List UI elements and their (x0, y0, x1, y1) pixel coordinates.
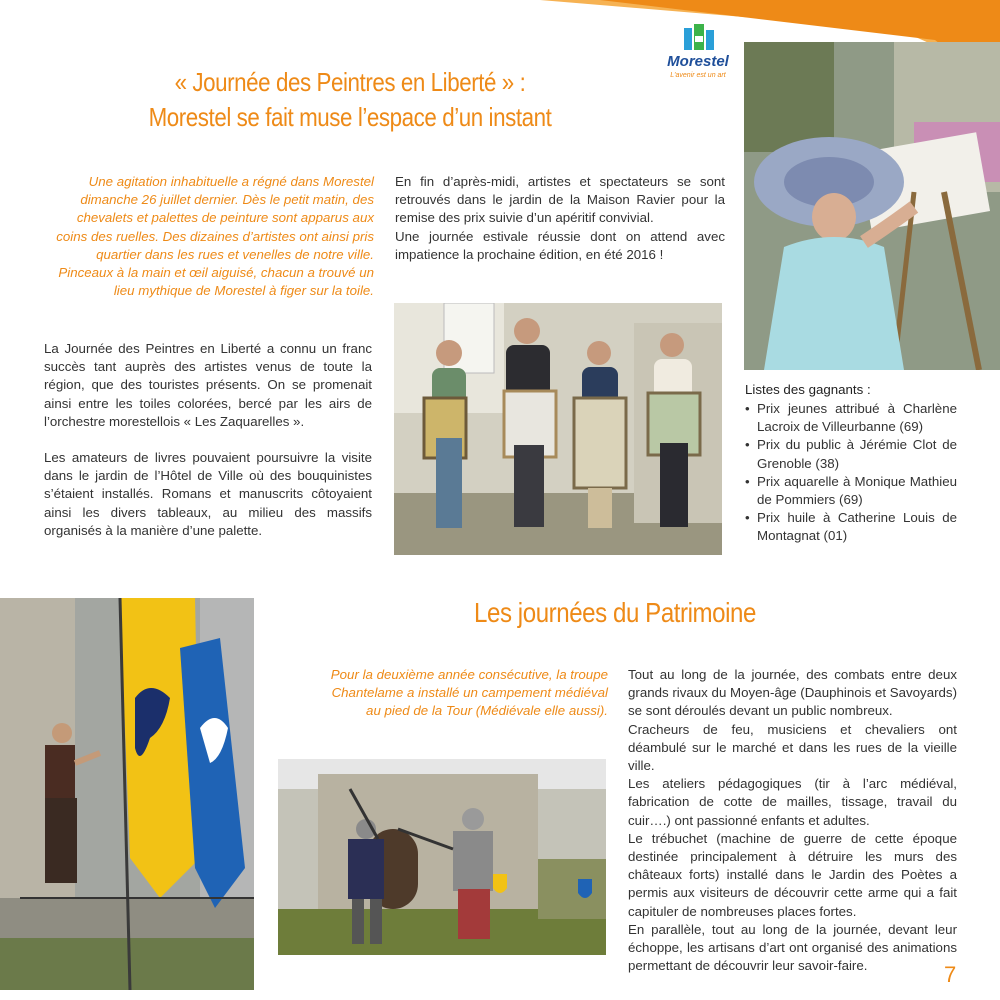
page-number: 7 (944, 962, 957, 987)
list-item: • Prix du public à Jérémie Clot de Grenoble (38) (745, 436, 957, 472)
article2-body (628, 666, 957, 975)
photo-banners (0, 598, 254, 990)
article1-paragraph: Une journée estivale réussie dont on attend avec impatience la prochaine édition, en été 2016 ! (395, 228, 725, 262)
article1-paragraph: En fin d’après-midi, artistes et spectateurs se sont retrouvés dans le jardin de la Maison Ravier pour la remise des prix suivie d’un apéritif convivial. (395, 174, 725, 226)
winners-list (745, 400, 957, 546)
article1-paragraph: La Journée des Peintres en Liberté a connu un franc succès tant auprès des artistes venus de toute la région, que des touristes présents. On se promenait ainsi entre les toiles colorées, bercé par les airs de l’orchestre morestellois « Les Zaquarelles ». (44, 341, 372, 429)
castle-logo-icon (682, 22, 716, 52)
photo-painter (744, 42, 1000, 370)
list-item: • Prix jeunes attribué à Charlène Lacroix de Villeurbanne (69) (745, 400, 957, 436)
article2-paragraph: Les ateliers pédagogiques (tir à l’arc médiéval, fabrication de cotte de mailles, tissage, travail du cuir….) ont passionné enfants et adultes. (628, 776, 957, 828)
article2-paragraph: Tout au long de la journée, des combats entre deux grands rivaux du Moyen-âge (Dauphinois et Savoyards) se sont déroulés devant un public nombreux. (628, 667, 957, 719)
article2-paragraph: En parallèle, tout au long de la journée, devant leur échoppe, les artisans d’art ont organisé des animations permettant de découvrir leur savoir-faire. (628, 921, 957, 974)
photo-winners (394, 303, 722, 555)
article2-intro: Pour la deuxième année consécutive, la troupe Chantelame a installé un campement médiéval au pied de la Tour (Médiévale elle aussi). (330, 667, 608, 719)
winners-heading: Listes des gagnants : (745, 382, 871, 397)
article2-title: Les journées du Patrimoine (474, 597, 756, 628)
winners-section (745, 380, 957, 546)
article1-middle-column (395, 173, 725, 264)
article1-title-line2: Morestel se fait muse l’espace d’un instant (148, 102, 552, 132)
article1-title-line1: « Journée des Peintres en Liberté » : (174, 67, 526, 97)
list-item: • Prix huile à Catherine Louis de Montagnat (01) (745, 509, 957, 545)
morestel-logo (662, 22, 734, 86)
list-item: • Prix aquarelle à Monique Mathieu de Pommiers (69) (745, 473, 957, 509)
logo-name: Morestel (667, 53, 729, 70)
article1-intro: Une agitation inhabituelle a régné dans Morestel dimanche 26 juillet dernier. Dès le petit matin, des chevalets et palettes de peinture sont apparus aux coins des ruelles. Des dizaines d’artistes ont ainsi pris quartier dans les rues et venelles de notre ville. Pinceaux à la main et œil aiguisé, chacun a trouvé un lieu mythique de Morestel à figer sur la toile. (56, 174, 374, 299)
article1-paragraph: Les amateurs de livres pouvaient poursuivre la visite dans le jardin de l’Hôtel de Ville où des bouquinistes s’étaient installés. Romans et manuscrits côtoyaient ainsi les divers tableaux, au milieu des massifs organisés à la manière d’une palette. (44, 450, 372, 538)
article2-paragraph: Cracheurs de feu, musiciens et chevaliers ont déambulé sur le marché et dans les rues de la vieille ville. (628, 721, 957, 774)
photo-knights (278, 759, 606, 955)
article2-paragraph: Le trébuchet (machine de guerre de cette époque destinée principalement à détruire les murs des châteaux forts) installé dans le Jardin des Poètes a permis aux visiteurs de découvrir cette arme qui a fait capituler de nombreuses places fortes. (628, 830, 957, 919)
article1-left-column (44, 340, 372, 558)
logo-tagline: L'avenir est un art (670, 72, 726, 79)
